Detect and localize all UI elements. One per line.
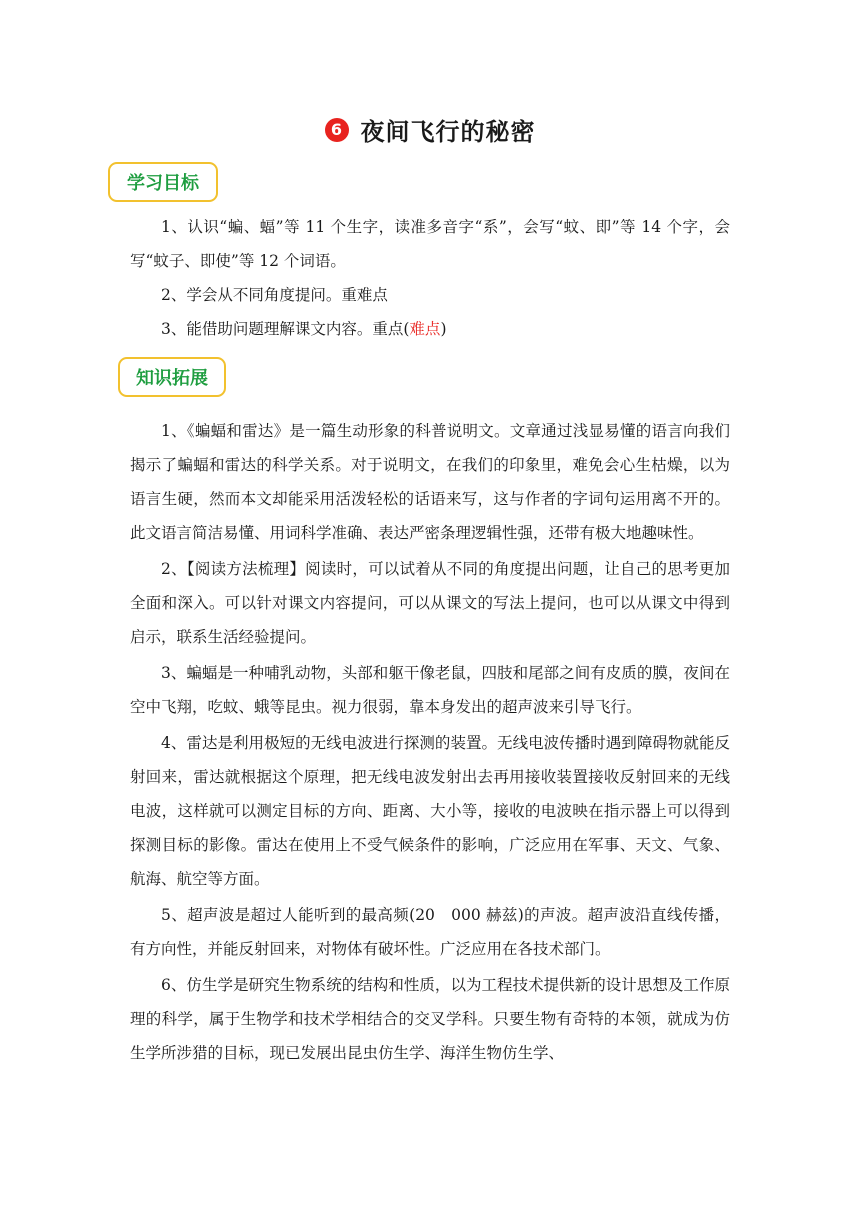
knowledge-paragraph: 1、《蝙蝠和雷达》是一篇生动形象的科普说明文。文章通过浅显易懂的语言向我们揭示了蝙蝠和雷达的科学关系。对于说明文，在我们的印象里，难免会心生枯燥，以为语言生硬，然而本文却能采用活泼轻松的话语来写，这与作者的字词句运用离不开的。此文语言简洁易懂、用词科学准确、表达严密条理逻辑性强，还带有极大地趣味性。 xyxy=(130,422,730,542)
knowledge-paragraph: 2、【阅读方法梳理】阅读时，可以试着从不同的角度提出问题，让自己的思考更加全面和深入。可以针对课文内容提问，可以从课文的写法上提问，也可以从课文中得到启示，联系生活经验提问。 xyxy=(130,560,730,646)
learning-goals-heading: 学习目标 xyxy=(108,162,218,202)
goal-item: 2、学会从不同角度提问。重难点 xyxy=(161,286,388,304)
knowledge-paragraph: 4、雷达是利用极短的无线电波进行探测的装置。无线电波传播时遇到障碍物就能反射回来，雷达就根据这个原理，把无线电波发射出去再用接收装置接收反射回来的无线电波，这样就可以测定目标的方向、距离、大小等，接收的电波映在指示器上可以得到探测目标的影像。雷达在使用上不受气候条件的影响，广泛应用在军事、天文、气象、航海、航空等方面。 xyxy=(130,734,730,888)
goal-item: 1、认识“蝙、蝠”等 11 个生字，读准多音字“系”，会写“蚊、即”等 14 个字，会写“蚊子、即使”等 12 个词语。 xyxy=(130,218,730,270)
learning-goals-list xyxy=(130,210,730,346)
knowledge-paragraph: 6、仿生学是研究生物系统的结构和性质，以为工程技术提供新的设计思想及工作原理的科学，属于生物学和技术学相结合的交叉学科。只要生物有奇特的本领，就成为仿生学所涉猎的目标，现已发展出昆虫仿生学、海洋生物仿生学、 xyxy=(130,976,730,1062)
goal-item-suffix: ) xyxy=(440,320,447,338)
goal-item-text: 3、能借助问题理解课文内容。重点( xyxy=(161,320,410,338)
difficulty-highlight: 难点 xyxy=(409,320,441,338)
knowledge-paragraphs xyxy=(130,414,730,1072)
goal-item xyxy=(130,312,730,346)
knowledge-heading: 知识拓展 xyxy=(118,357,226,397)
knowledge-paragraph: 5、超声波是超过人能听到的最高频(20 000 赫兹)的声波。超声波沿直线传播，有方向性，并能反射回来，对物体有破坏性。广泛应用在各技术部门。 xyxy=(130,906,730,958)
knowledge-paragraph: 3、蝙蝠是一种哺乳动物，头部和躯干像老鼠，四肢和尾部之间有皮质的膜，夜间在空中飞翔，吃蚊、蛾等昆虫。视力很弱，靠本身发出的超声波来引导飞行。 xyxy=(130,664,730,716)
lesson-title xyxy=(0,112,860,147)
lesson-number-badge: 6 xyxy=(325,118,349,142)
lesson-title-text: 夜间飞行的秘密 xyxy=(360,117,536,146)
